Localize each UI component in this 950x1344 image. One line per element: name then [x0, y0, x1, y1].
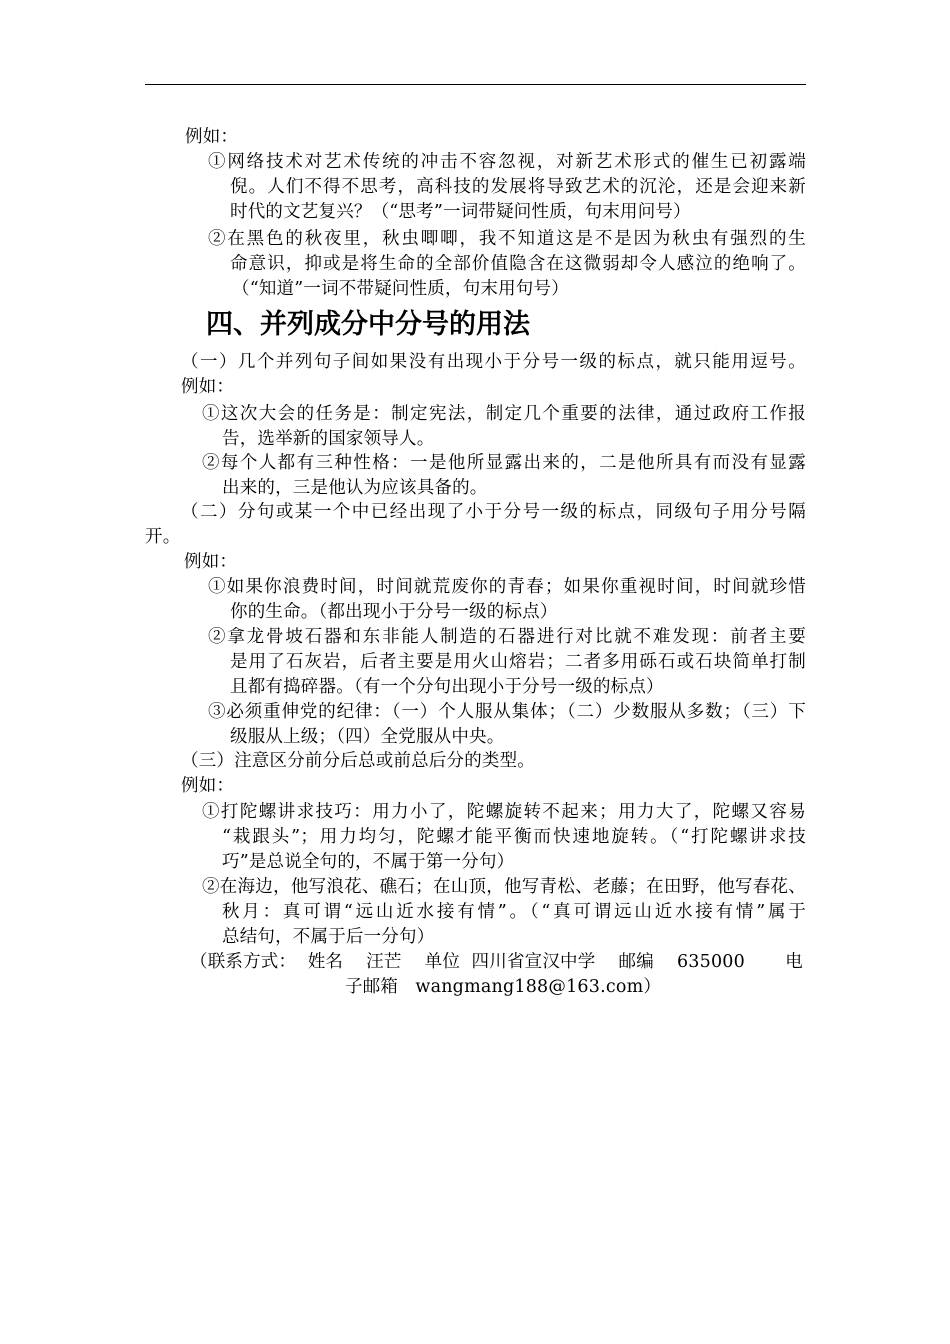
text-line: 巧”是总说全句的，不属于第一分句） [222, 852, 515, 872]
text-line: 告，选举新的国家领导人。 [222, 429, 435, 449]
text-line: ①网络技术对艺术传统的冲击不容忽视，对新艺术形式的催生已初露端 [208, 152, 806, 172]
text-line: ③必须重伸党的纪律：（一）个人服从集体；（二）少数服从多数；（三）下 [208, 702, 806, 722]
section-heading: 四、并列成分中分号的用法 [206, 309, 530, 340]
text-line: （二）分句或某一个中已经出现了小于分号一级的标点，同级句子用分号隔 [181, 502, 806, 522]
text-line: 你的生命。（都出现小于分号一级的标点） [230, 602, 558, 622]
header-rule [145, 84, 806, 85]
text-line: 命意识，抑或是将生命的全部价值隐含在这微弱却令人感泣的绝响了。 [230, 254, 806, 274]
text-line: ①如果你浪费时间，时间就荒废你的青春；如果你重视时间，时间就珍惜 [208, 577, 806, 597]
text-line: 倪。人们不得不思考，高科技的发展将导致艺术的沉沦，还是会迎来新 [230, 177, 806, 197]
text-line: ②拿龙骨坡石器和东非能人制造的石器进行对比就不难发现：前者主要 [208, 627, 806, 647]
text-line: ②在黑色的秋夜里，秋虫唧唧，我不知道这是不是因为秋虫有强烈的生 [208, 229, 806, 249]
contact-info-line: （联系方式： 姓名 汪芒 单位 四川省宣汉中学 邮编 635000 电 [190, 952, 803, 972]
text-line: “栽跟头”；用力均匀，陀螺才能平衡而快速地旋转。（“打陀螺讲求技 [222, 827, 806, 847]
text-line: 例如： [181, 776, 235, 796]
text-line: 是用了石灰岩，后者主要是用火山熔岩；二者多用砾石或石块简单打制 [230, 652, 806, 672]
text-line: ②在海边，他写浪花、礁石；在山顶，他写青松、老藤；在田野，他写春花、 [202, 877, 806, 897]
text-line: ②每个人都有三种性格：一是他所显露出来的，二是他所具有而没有显露 [202, 453, 806, 473]
text-line: 例如： [185, 127, 239, 147]
text-line: ①这次大会的任务是：制定宪法，制定几个重要的法律，通过政府工作报 [202, 404, 806, 424]
text-line: 开。 [145, 527, 181, 547]
text-line: 秋月：真可谓“远山近水接有情”。（“真可谓远山近水接有情”属于 [222, 902, 806, 922]
text-line: 出来的，三是他认为应该具备的。 [222, 478, 488, 498]
text-line: 例如： [181, 377, 235, 397]
text-line: 级服从上级；（四）全党服从中央。 [230, 727, 505, 747]
text-line: 时代的文艺复兴？（“思考”一词带疑问性质，句末用问号） [230, 202, 691, 222]
text-line: 且都有捣碎器。（有一个分句出现小于分号一级的标点） [230, 677, 664, 697]
text-line: （“知道”一词不带疑问性质，句末用句号） [232, 279, 569, 299]
text-line: ①打陀螺讲求技巧：用力小了，陀螺旋转不起来；用力大了，陀螺又容易 [202, 802, 806, 822]
contact-info-line: 子邮箱 wangmang188@163.com） [345, 977, 662, 997]
text-line: （一）几个并列句子间如果没有出现小于分号一级的标点，就只能用逗号。 [181, 352, 806, 372]
text-line: （三）注意区分前分后总或前总后分的类型。 [181, 751, 535, 771]
text-line: 总结句，不属于后一分句） [222, 927, 435, 947]
text-line: 例如： [184, 552, 238, 572]
